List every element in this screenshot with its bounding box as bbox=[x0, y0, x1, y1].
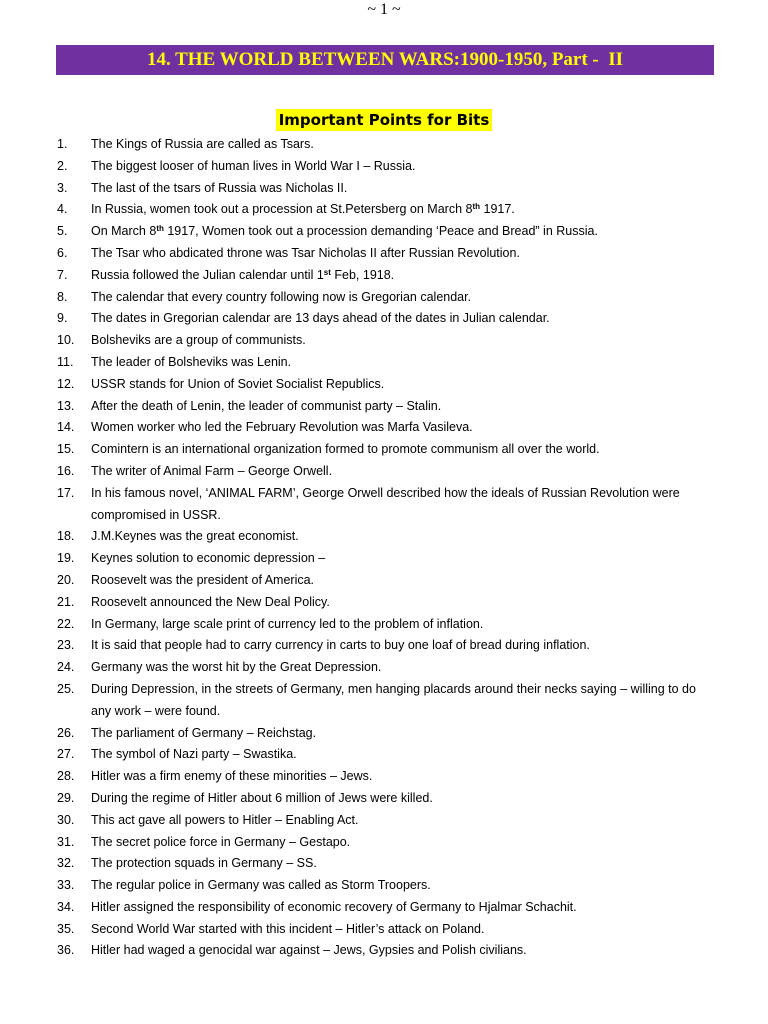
item-superscript: st bbox=[323, 267, 331, 277]
item-number: 36. bbox=[57, 943, 75, 958]
list-item bbox=[0, 788, 768, 810]
item-number: 16. bbox=[57, 463, 75, 478]
item-text: Germany was the worst hit by the Great Depression. bbox=[91, 660, 382, 675]
points-list bbox=[0, 134, 768, 962]
item-text: Women worker who led the February Revolution was Marfa Vasileva. bbox=[91, 420, 473, 435]
list-item bbox=[0, 810, 768, 832]
list-item bbox=[0, 243, 768, 265]
item-text-after: 1917, Women took out a procession demanding ‘Peace and Bread” in Russia. bbox=[163, 224, 598, 239]
item-number: 1. bbox=[57, 137, 68, 151]
list-item bbox=[0, 744, 768, 766]
list-item bbox=[0, 178, 768, 200]
item-number: 21. bbox=[57, 594, 75, 609]
item-number: 29. bbox=[57, 790, 75, 805]
item-number: 25. bbox=[57, 681, 75, 696]
item-text: Bolsheviks are a group of communists. bbox=[91, 333, 306, 348]
list-item bbox=[0, 592, 768, 614]
list-item bbox=[0, 940, 768, 962]
list-item bbox=[0, 417, 768, 439]
list-item bbox=[0, 330, 768, 352]
item-number: 24. bbox=[57, 660, 75, 675]
chapter-title: 14. THE WORLD BETWEEN WARS:1900-1950, Part - II bbox=[146, 49, 624, 70]
item-text: The secret police force in Germany – Gestapo. bbox=[91, 834, 351, 849]
item-text-after: 1917. bbox=[480, 202, 515, 217]
item-text: The Tsar who abdicated throne was Tsar Nicholas II after Russian Revolution. bbox=[91, 245, 520, 260]
item-text: Hitler assigned the responsibility of economic recovery of Germany to Hjalmar Schachit. bbox=[91, 899, 577, 914]
item-number: 17. bbox=[57, 485, 75, 500]
list-item bbox=[0, 483, 768, 527]
item-number: 20. bbox=[57, 572, 75, 587]
section-subtitle: Important Points for Bits bbox=[276, 109, 493, 131]
item-number: 35. bbox=[57, 921, 75, 936]
list-item bbox=[0, 875, 768, 897]
item-text-after: Feb, 1918. bbox=[330, 267, 395, 282]
item-text: This act gave all powers to Hitler – Enabling Act. bbox=[91, 812, 359, 827]
item-number: 9. bbox=[57, 311, 68, 326]
item-text: The symbol of Nazi party – Swastika. bbox=[91, 747, 297, 762]
item-number: 14. bbox=[57, 420, 75, 435]
list-item bbox=[0, 526, 768, 548]
item-text: On March 8 bbox=[91, 224, 157, 239]
list-item bbox=[0, 766, 768, 788]
list-item bbox=[0, 679, 768, 723]
item-text: The leader of Bolsheviks was Lenin. bbox=[91, 354, 292, 369]
list-item bbox=[0, 832, 768, 854]
page-number: ~ 1 ~ bbox=[367, 1, 401, 18]
item-number: 3. bbox=[57, 180, 68, 195]
item-number: 11. bbox=[57, 354, 74, 369]
item-text: The regular police in Germany was called as Storm Troopers. bbox=[91, 878, 431, 893]
item-text: Russia followed the Julian calendar until 1 bbox=[91, 267, 324, 282]
item-number: 28. bbox=[57, 769, 75, 784]
item-text: Keynes solution to economic depression – bbox=[91, 551, 326, 566]
list-item bbox=[0, 919, 768, 941]
item-text: The protection squads in Germany – SS. bbox=[91, 856, 317, 871]
item-number: 19. bbox=[57, 551, 75, 566]
list-item bbox=[0, 548, 768, 570]
item-text: Hitler was a firm enemy of these minorities – Jews. bbox=[91, 769, 373, 784]
list-item bbox=[0, 199, 768, 221]
list-item bbox=[0, 723, 768, 745]
item-text: The writer of Animal Farm – George Orwell. bbox=[91, 463, 333, 478]
list-item bbox=[0, 374, 768, 396]
item-number: 7. bbox=[57, 267, 68, 282]
item-superscript: th bbox=[472, 202, 481, 212]
item-number: 5. bbox=[57, 224, 68, 239]
item-number: 33. bbox=[57, 878, 75, 893]
item-text: Comintern is an international organization formed to promote communism all over the world. bbox=[91, 442, 600, 457]
item-text: The Kings of Russia are called as Tsars. bbox=[91, 137, 314, 151]
item-number: 23. bbox=[57, 638, 75, 653]
item-text: J.M.Keynes was the great economist. bbox=[91, 529, 299, 544]
item-number: 15. bbox=[57, 442, 75, 457]
item-text: Second World War started with this incident – Hitler’s attack on Poland. bbox=[91, 921, 485, 936]
item-number: 31. bbox=[57, 834, 75, 849]
item-number: 4. bbox=[57, 202, 68, 217]
list-item bbox=[0, 134, 768, 156]
item-number: 27. bbox=[57, 747, 75, 762]
list-item bbox=[0, 853, 768, 875]
item-text: The last of the tsars of Russia was Nicholas II. bbox=[91, 180, 348, 195]
list-item bbox=[0, 570, 768, 592]
chapter-title-banner bbox=[56, 45, 714, 75]
item-text: In Germany, large scale print of currency led to the problem of inflation. bbox=[91, 616, 484, 631]
item-text: Roosevelt announced the New Deal Policy. bbox=[91, 594, 330, 609]
item-text: USSR stands for Union of Soviet Socialist Republics. bbox=[91, 376, 385, 391]
item-number: 6. bbox=[57, 245, 68, 260]
list-item bbox=[0, 657, 768, 679]
item-text: During the regime of Hitler about 6 million of Jews were killed. bbox=[91, 790, 433, 805]
list-item bbox=[0, 308, 768, 330]
item-text: The parliament of Germany – Reichstag. bbox=[91, 725, 317, 740]
list-item bbox=[0, 287, 768, 309]
list-item bbox=[0, 635, 768, 657]
list-item bbox=[0, 439, 768, 461]
item-text: The calendar that every country following now is Gregorian calendar. bbox=[91, 289, 472, 304]
item-text: The dates in Gregorian calendar are 13 days ahead of the dates in Julian calendar. bbox=[91, 311, 550, 326]
item-number: 34. bbox=[57, 899, 75, 914]
list-item bbox=[0, 156, 768, 178]
item-text: In Russia, women took out a procession at St.Petersberg on March 8 bbox=[91, 202, 473, 217]
item-text: In his famous novel, ‘ANIMAL FARM’, George Orwell described how the ideals of Russian Revolution were compromised in USSR. bbox=[91, 485, 680, 522]
item-text: After the death of Lenin, the leader of communist party – Stalin. bbox=[91, 398, 442, 413]
item-superscript: th bbox=[156, 224, 164, 234]
list-item bbox=[0, 352, 768, 374]
list-item bbox=[0, 396, 768, 418]
list-item bbox=[0, 614, 768, 636]
list-item bbox=[0, 221, 768, 243]
item-number: 30. bbox=[57, 812, 75, 827]
item-text: The biggest looser of human lives in World War I – Russia. bbox=[91, 158, 416, 173]
item-number: 8. bbox=[57, 289, 68, 304]
list-item bbox=[0, 897, 768, 919]
item-number: 18. bbox=[57, 529, 75, 544]
item-text: It is said that people had to carry currency in carts to buy one loaf of bread during inflation. bbox=[91, 638, 590, 653]
item-number: 26. bbox=[57, 725, 75, 740]
item-number: 32. bbox=[57, 856, 75, 871]
list-item bbox=[0, 461, 768, 483]
item-text: Hitler had waged a genocidal war against – Jews, Gypsies and Polish civilians. bbox=[91, 943, 527, 958]
subtitle-wrap bbox=[0, 109, 768, 131]
list-item bbox=[0, 265, 768, 287]
item-number: 22. bbox=[57, 616, 75, 631]
item-number: 12. bbox=[57, 376, 75, 391]
item-number: 13. bbox=[57, 398, 75, 413]
item-number: 10. bbox=[57, 333, 75, 348]
item-text: Roosevelt was the president of America. bbox=[91, 572, 315, 587]
item-number: 2. bbox=[57, 158, 68, 173]
item-text: During Depression, in the streets of Germany, men hanging placards around their necks saying – willing to do any work – were found. bbox=[91, 681, 696, 718]
